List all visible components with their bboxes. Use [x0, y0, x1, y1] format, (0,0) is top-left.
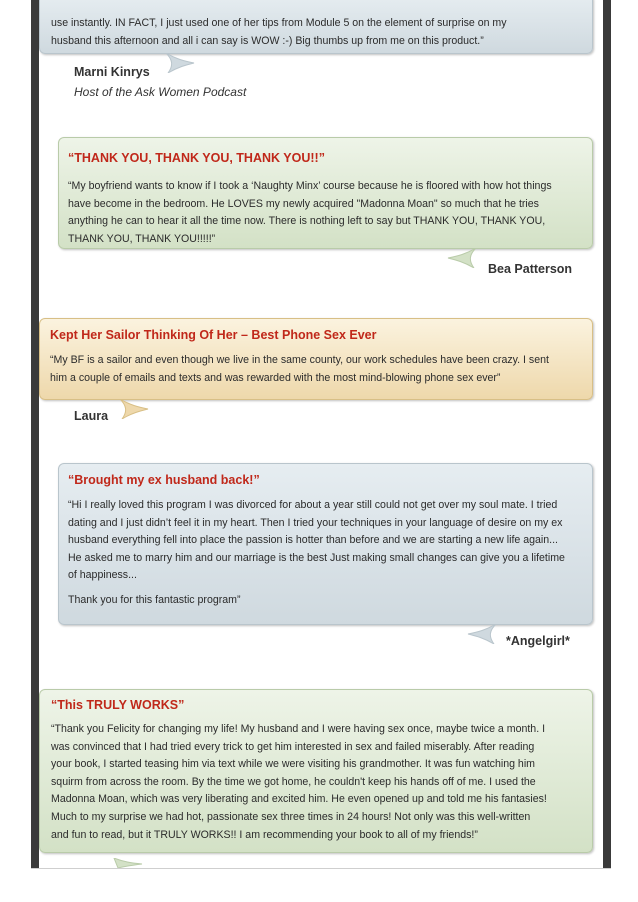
- testimonial-4-line: of happiness...: [68, 569, 137, 582]
- speech-tail-icon: [110, 858, 144, 868]
- speech-tail-icon: [116, 399, 150, 419]
- testimonial-1-line: husband this afternoon and all i can say is WOW :-) Big thumbs up from me on this product.”: [51, 34, 484, 47]
- speech-tail-icon: [466, 624, 500, 644]
- testimonial-1-author: Marni Kinrys: [74, 65, 150, 79]
- testimonial-3-author: Laura: [74, 409, 109, 423]
- testimonial-5-line: Madonna Moan, which was very liberating and excited him. He even opened up and told me his fantasies!: [51, 793, 547, 806]
- testimonial-5-headline: “This TRULY WORKS”: [51, 698, 185, 712]
- testimonial-2-author: Bea Patterson: [488, 262, 573, 276]
- testimonial-3-headline: Kept Her Sailor Thinking Of Her – Best Phone Sex Ever: [50, 328, 377, 342]
- testimonial-5-bubble: [39, 689, 593, 853]
- testimonial-1-line: use instantly. IN FACT, I just used one of her tips from Module 5 on the element of surprise on my: [51, 17, 507, 29]
- testimonial-2-headline: “THANK YOU, THANK YOU, THANK YOU!!”: [68, 151, 325, 165]
- testimonial-5-line: Much to my surprise we had hot, passionate sex three times in 24 hours! Not only was this well-written: [51, 810, 531, 823]
- testimonial-2-bubble: [58, 137, 593, 249]
- testimonial-5-line: “Thank you Felicity for changing my life! My husband and I were having sex once, maybe twice a month. I: [51, 723, 546, 735]
- page-bottom-divider: [31, 868, 611, 869]
- testimonial-5-line: and fun to read, but it TRULY WORKS!! I am recommending your book to all of my friends!”: [51, 828, 478, 841]
- testimonial-4-line: “Hi I really loved this program I was divorced for about a year still could not get over my soul mate. I tried: [68, 499, 558, 511]
- testimonial-3-line: “My BF is a sailor and even though we live in the same county, our work schedules have been crazy. I sent: [50, 354, 549, 366]
- testimonial-2-line: THANK YOU, THANK YOU!!!!!”: [68, 232, 216, 245]
- testimonial-4-line: husband everything fell into place the passion is hotter than before and we are starting a new life again...: [68, 534, 558, 547]
- testimonial-5-line: your book, I started teasing him via text while we were visiting his grandmother. It was fun watching him: [51, 758, 536, 771]
- testimonial-4-author: *Angelgirl*: [506, 634, 570, 648]
- speech-tail-icon: [446, 248, 480, 268]
- testimonial-4-headline: “Brought my ex husband back!”: [68, 473, 260, 487]
- testimonial-4-bubble: [58, 463, 593, 625]
- testimonial-2-line: “My boyfriend wants to know if I took a ‘Naughty Minx’ course because he is floored with how hot things: [68, 180, 552, 192]
- testimonial-2-line: anything he can to hear it all the time now. There is nothing left to say but THANK YOU, THANK YOU,: [68, 215, 546, 228]
- testimonial-5-line: squirm from across the room. By the time we got home, he couldn't keep his hands off of me. I used the: [51, 775, 536, 788]
- testimonial-4-line: He asked me to marry him and our marriage is the best Just making small changes can give you a lifetime: [68, 551, 565, 564]
- testimonial-2-line: have become in the bedroom. He LOVES my newly acquired "Madonna Moan" so much that he tries: [68, 197, 539, 210]
- testimonial-4-line: dating and I just didn’t feel it in my heart. Then I tried your techniques in your language of desire on my ex: [68, 516, 563, 529]
- testimonial-3-bubble: [39, 318, 593, 400]
- testimonial-1-author-title: Host of the Ask Women Podcast: [74, 85, 247, 99]
- testimonial-4-closing: Thank you for this fantastic program”: [68, 593, 241, 606]
- speech-tail-icon: [162, 53, 196, 73]
- testimonial-5-line: was convinced that I had tried every trick to get him interested in sex and failed miserably. After reading: [51, 740, 535, 753]
- testimonial-1-bubble: [39, 0, 593, 54]
- testimonial-3-line: him a couple of emails and texts and was rewarded with the most mind-blowing phone sex ever”: [50, 371, 501, 384]
